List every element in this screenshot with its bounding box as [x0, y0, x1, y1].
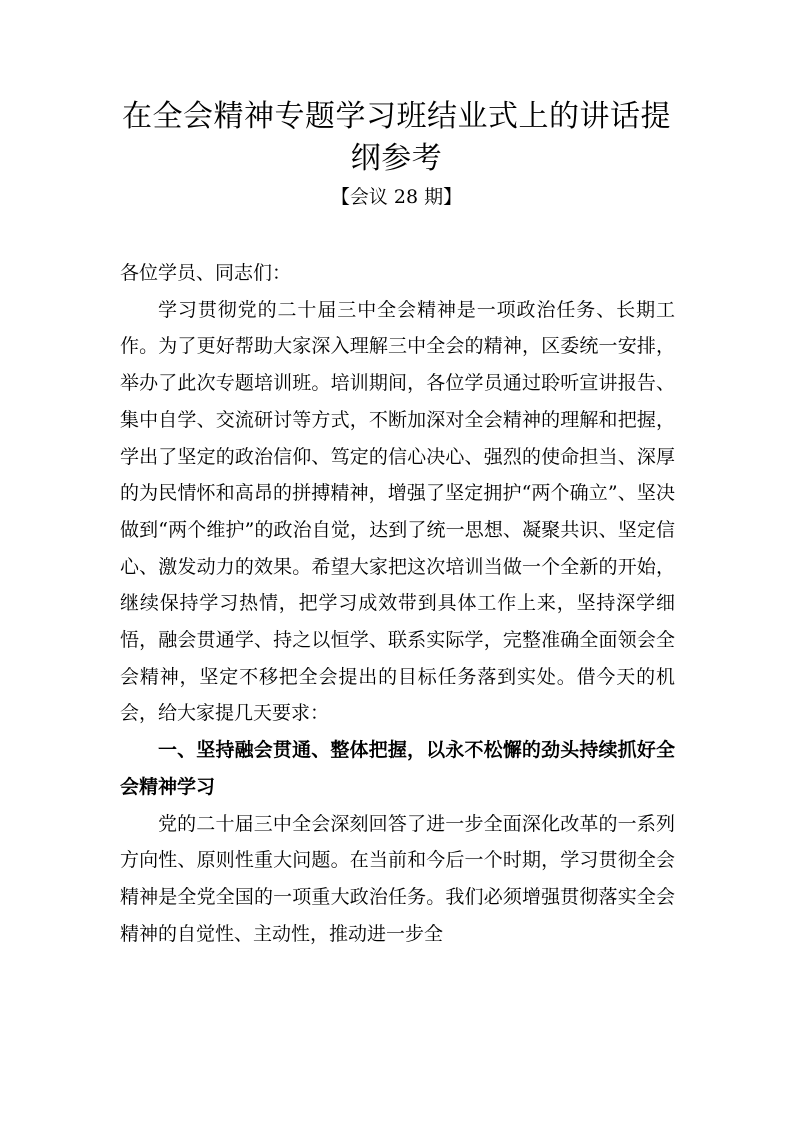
section-heading: 一、坚持融会贯通、整体把握，以永不松懈的劲头持续抓好全会精神学习 — [120, 739, 675, 798]
document-title: 在全会精神专题学习班结业式上的讲话提纲参考 — [122, 99, 671, 176]
section-paragraph: 党的二十届三中全会深刻回答了进一步全面深化改革的一系列方向性、原则性重大问题。在当前和今后一个时期，学习贯彻全会精神是全党全国的一项重大政治任务。我们必须增强贯彻落实全会精神的自觉性、主动性，推动进一步全 — [120, 812, 675, 945]
body-paragraph: 学习贯彻党的二十届三中全会精神是一项政治任务、长期工作。为了更好帮助大家深入理解三中全会的精神，区委统一安排，举办了此次专题培训班。培训期间，各位学员通过聆听宣讲报告、集中自学、交流研讨等方式，不断加深对全会精神的理解和把握，学出了坚定的政治信仰、笃定的信心决心、强烈的使命担当、深厚的为民情怀和高昂的拼搏精神，增强了坚定拥护“两个确立”、坚决做到“两个维护”的政治自觉，达到了统一思想、凝聚共识、坚定信心、激发动力的效果。希望大家把这次培训当做一个全新的开始，继续保持学习热情，把学习成效带到具体工作上来，坚持深学细悟，融会贯通学、持之以恒学、联系实际学，完整准确全面领会全会精神，坚定不移把全会提出的目标任务落到实处。借今天的机会，给大家提几天要求： — [120, 298, 675, 725]
document-subtitle: 【会议 28 期】 — [330, 186, 463, 208]
salutation: 各位学员、同志们： — [120, 262, 292, 284]
document-body — [120, 255, 675, 952]
